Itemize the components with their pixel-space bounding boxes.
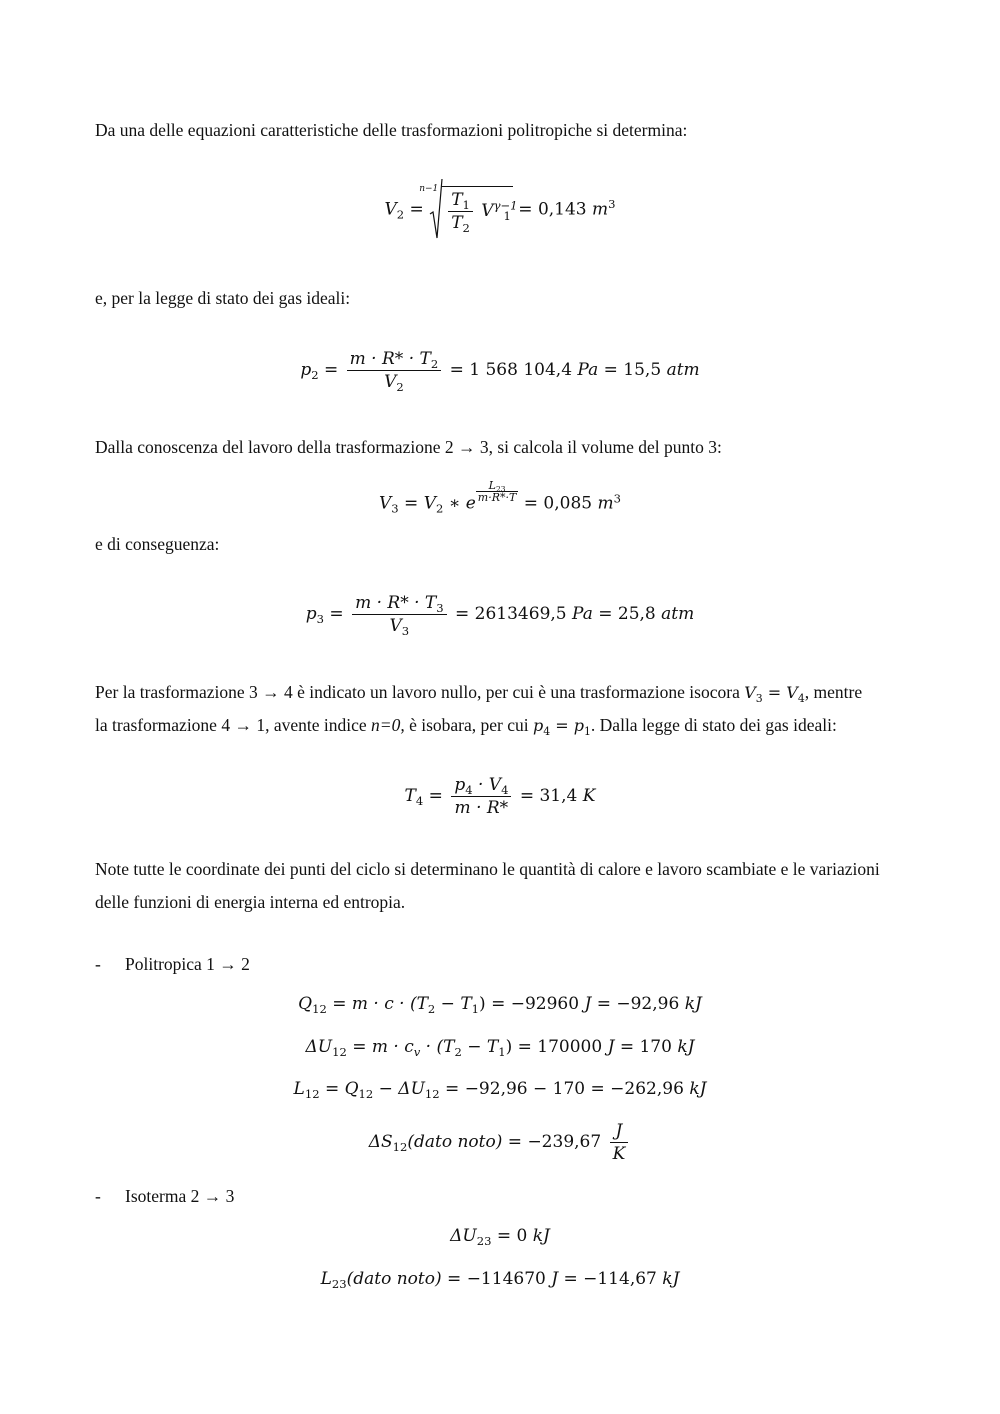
paragraph-5: Per la trasformazione 3 → 4 è indicato un lavoro nullo, per cui è una trasformazione isocora $V_3 = V_4$, mentre la trasformazione 4 → 1, avente indice n=0, è isobara, per cui $p_4 = p_1$. Dalla legge di stato dei gas ideali: [95,682,863,738]
equation-l23: $L_{23}(dato$ noto) = −114670 J = −114,67 kJ [320,1269,680,1292]
equation-v2: $V_2$ = n−1 $\frac{T_1}{T_2}$ $V^{\gamma-1}_1 = 0,143$ $m^3$ [0,178,1000,242]
equation-p3: $p_3$ = $\frac{m \cdot R* \cdot T_3}{V_3}$ = 2613469,5 Pa = 25,8 atm [305,593,695,639]
paragraph-1: Da una delle equazioni caratteristiche delle trasformazioni politropiche si determina: [95,120,688,140]
nth-root: n−1 $\frac{T_1}{T_2}$ $V^{\gamma-1}_1$ [429,178,513,242]
equation-du12: $\Delta U_{12} = m \cdot c_v \cdot (T_2 - T_1) = 170000$ J = 170 kJ [305,1037,695,1060]
paragraph-2: e, per la legge di stato dei gas ideali: [95,288,351,308]
bullet-isoterma: - Isoterma 2 → 3 [95,1186,235,1206]
paragraph-4: e di conseguenza: [95,534,220,554]
paragraph-3: Dalla conoscenza del lavoro della trasformazione 2 → 3, si calcola il volume del punto 3: [95,437,722,457]
equation-p2: $p_2$ = $\frac{m \cdot R* \cdot T_2}{V_2}$ = 1 568 104,4 Pa = 15,5 atm [300,349,700,395]
equation-t4: $T_4$ = $\frac{p_4 \cdot V_4}{m \cdot R*}$ = 31,4 K [404,775,596,818]
equation-l12: $L_{12} = Q_{12} - \Delta U_{12} = -92,96 - 170 = -262,96$ kJ [293,1079,707,1102]
bullet-politropica: - Politropica 1 → 2 [95,954,250,974]
equation-v3: $V_3 = V_2$ ∗ e $\frac{L_{23}}{m\cdot R*\cdot T}$ = 0,085 $m^3$ [379,479,621,516]
equation-q12: $Q_{12} = m \cdot c \cdot (T_2 - T_1) = -92960$ J = −92,96 kJ [298,994,702,1017]
paragraph-6: Note tutte le coordinate dei punti del ciclo si determinano le quantità di calore e lavoro scambiate e le variazioni delle funzioni di energia interna ed entropia. [95,859,880,912]
equation-du23: $\Delta U_{23} = 0$ kJ [450,1226,550,1249]
equation-ds12: $\Delta S_{12}(dato$ noto) = −239,67 $\frac{J}{K}$ [0,1120,1000,1165]
